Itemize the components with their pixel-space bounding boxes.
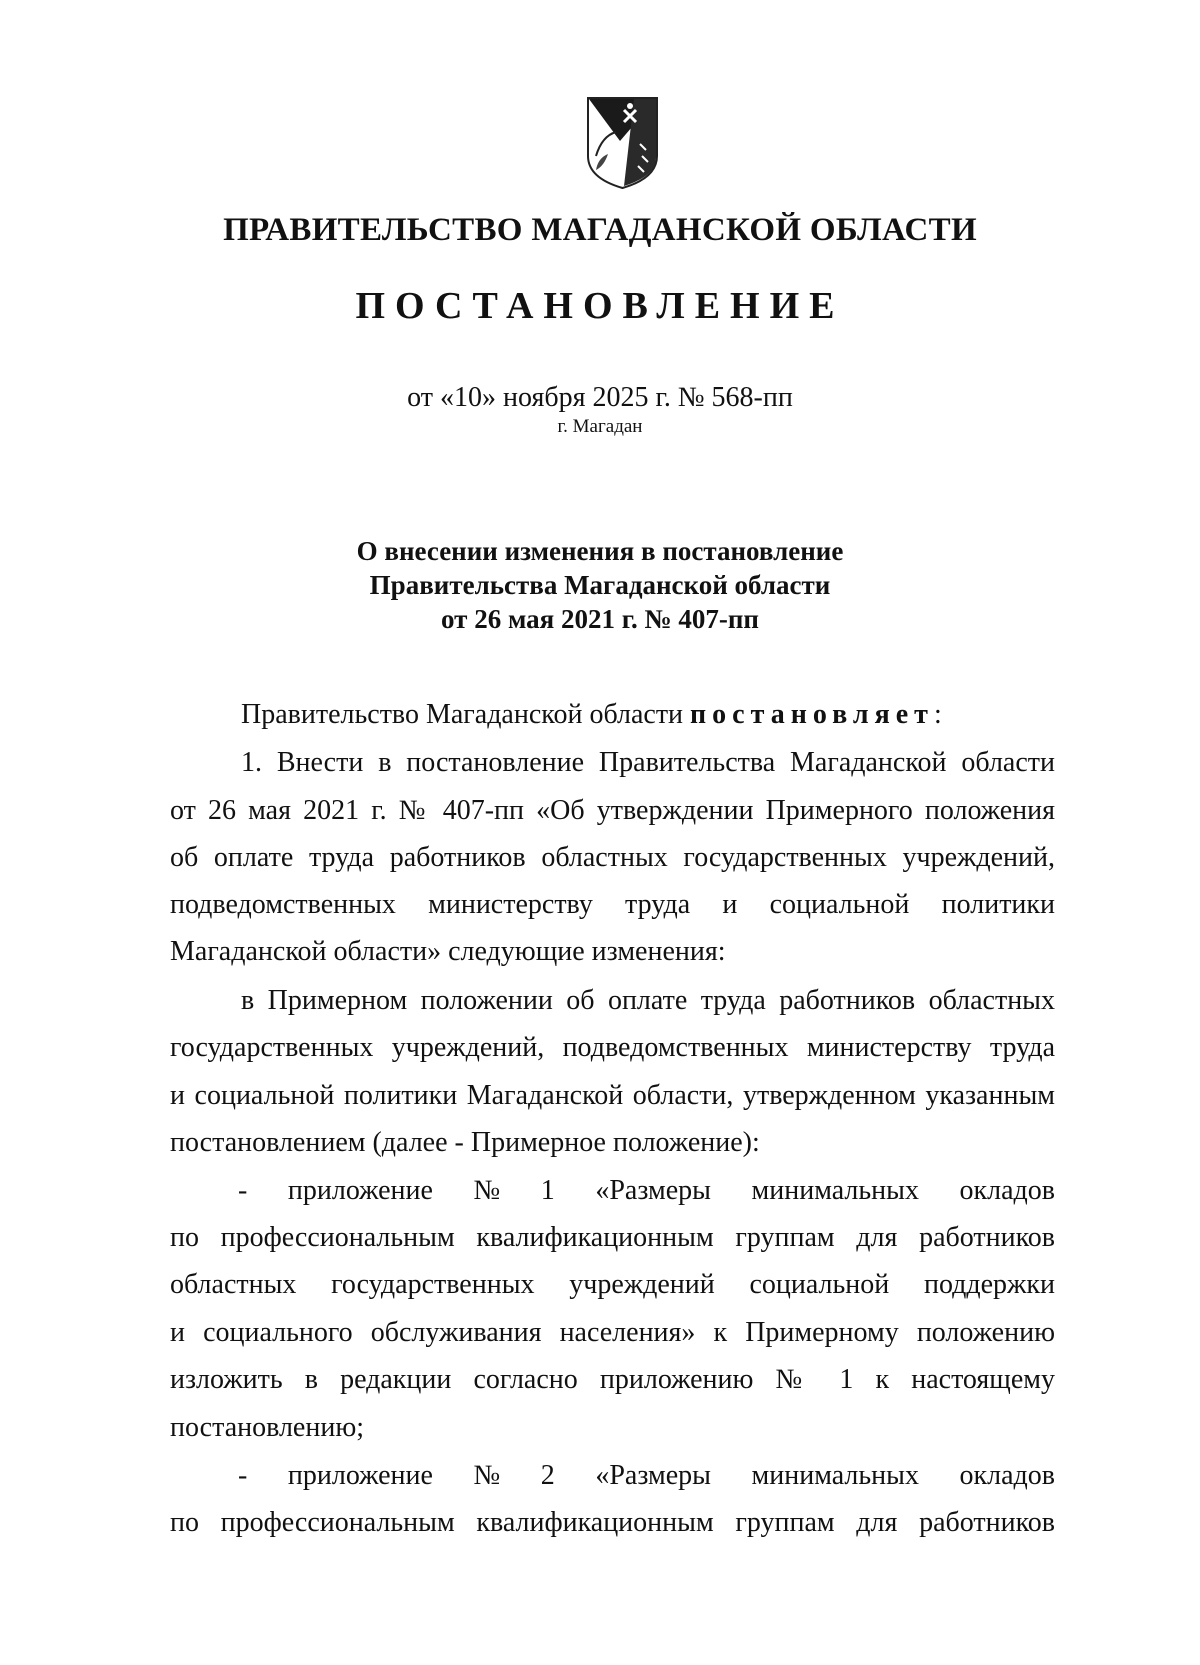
body-line: Магаданской области» следующие изменения: <box>170 936 726 967</box>
list-word: № <box>473 1460 501 1491</box>
body-line: об оплате труда работников областных государственных учреждений, <box>170 842 1055 873</box>
body-line: в Примерном положении об оплате труда работников областных <box>241 985 1055 1016</box>
list-word: окладов <box>959 1460 1055 1491</box>
list-word: 1 <box>540 1175 555 1206</box>
intro-verb: постановляет <box>690 699 934 730</box>
list-word: окладов <box>959 1175 1055 1206</box>
list-word: минимальных <box>751 1460 919 1491</box>
document-type: ПОСТАНОВЛЕНИЕ <box>355 285 845 327</box>
body-line: государственных учреждений, подведомственных министерству труда <box>170 1032 1055 1063</box>
list-item-2-first-line <box>238 1460 1055 1491</box>
intro-line <box>170 699 1055 730</box>
title-line: О внесении изменения в постановление <box>356 536 844 566</box>
title-line: Правительства Магаданской области <box>369 570 831 600</box>
organization-name: ПРАВИТЕЛЬСТВО МАГАДАНСКОЙ ОБЛАСТИ <box>223 212 977 248</box>
body-line: от 26 мая 2021 г. № 407-пп «Об утверждении Примерного положения <box>170 795 1055 826</box>
intro-prefix: Правительство Магаданской области <box>241 699 684 730</box>
list-word: - <box>238 1460 248 1491</box>
list-word: минимальных <box>751 1175 919 1206</box>
body-line: постановлением (далее - Примерное положение): <box>170 1127 760 1158</box>
body-line: по профессиональным квалификационным группам для работников <box>170 1507 1055 1538</box>
list-word: - <box>238 1175 248 1206</box>
title-line: от 26 мая 2021 г. № 407-пп <box>441 604 759 634</box>
body-line: и социального обслуживания населения» к Примерному положению <box>170 1317 1055 1348</box>
body-line: 1. Внести в постановление Правительства Магаданской области <box>241 747 1055 778</box>
body-line: постановлению; <box>170 1412 365 1443</box>
body-line: областных государственных учреждений социальной поддержки <box>170 1269 1055 1300</box>
list-word: приложение <box>287 1460 433 1491</box>
list-word: «Размеры <box>595 1460 711 1491</box>
list-word: «Размеры <box>595 1175 711 1206</box>
list-word: приложение <box>287 1175 433 1206</box>
body-line: и социальной политики Магаданской области, утвержденном указанным <box>170 1080 1055 1111</box>
list-word: № <box>473 1175 501 1206</box>
document-city: г. Магадан <box>557 416 643 437</box>
magadan-coat-of-arms-icon <box>584 96 661 190</box>
list-item-1-first-line <box>238 1175 1055 1206</box>
body-line: по профессиональным квалификационным группам для работников <box>170 1222 1055 1253</box>
body-line: подведомственных министерству труда и социальной политики <box>170 889 1055 920</box>
list-word: 2 <box>540 1460 555 1491</box>
document-date-number: от «10» ноября 2025 г. № 568-пп <box>407 382 793 413</box>
intro-suffix: : <box>933 699 942 730</box>
document-title <box>0 534 1200 636</box>
body-line: изложить в редакции согласно приложению № 1 к настоящему <box>170 1364 1055 1395</box>
